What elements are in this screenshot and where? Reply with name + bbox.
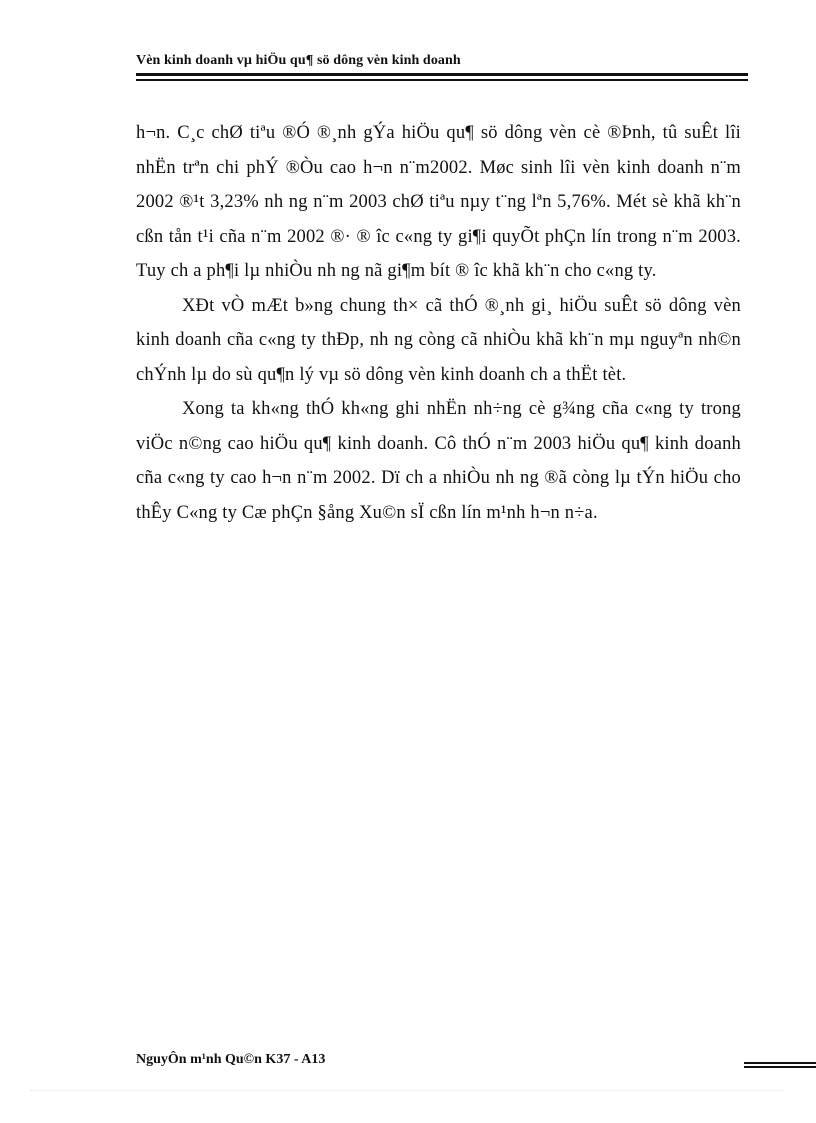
header-rule-thick — [136, 73, 748, 76]
running-header-title: Vèn kinh doanh vµ hiÖu qu¶ sö dông vèn kinh doanh — [136, 53, 461, 68]
paragraph-3: Xong ta kh«ng thÓ kh«ng ghi nhËn nh÷ng cè g¾ng cña c«ng ty trong viÖc n©ng cao hiÖu qu¶ kinh doanh. Cô thÓ n¨m 2003 hiÖu qu¶ kinh doanh cña c«ng ty cao h¬n n¨m 2002. Dï ch a nhiÒu nh ng ®ã còng lµ tÝn hiÖu cho thÊy C«ng ty Cæ phÇn §ång Xu©n sÏ cßn lín m¹nh h¬n n÷a. — [136, 399, 741, 523]
paragraph-1: h¬n. C¸c chØ tiªu ®Ó ®¸nh gÝa hiÖu qu¶ sö dông vèn cè ®Þnh, tû suÊt lîi nhËn trªn chi phÝ ®Òu cao h¬n n¨m2002. Møc sinh lîi vèn kinh doanh n¨m 2002 ®¹t 3,23% nh ng n¨m 2003 chØ tiªu nµy t¨ng lªn 5,76%. Mét sè khã kh¨n cßn tån t¹i cña n¨m 2002 ®· ® îc c«ng ty gi¶i quyÕt phÇn lín trong n¨m 2003. Tuy ch a ph¶i lµ nhiÒu nh ng nã gi¶m bít ® îc khã kh¨n cho c«ng ty. — [136, 123, 741, 281]
page-header — [136, 52, 748, 81]
body-text — [136, 116, 741, 530]
header-rule-thin — [136, 79, 748, 81]
header-double-rule — [136, 73, 748, 81]
page-edge-line — [30, 1090, 786, 1091]
footer-rule-top — [744, 1062, 816, 1064]
footer-double-rule — [744, 1062, 816, 1070]
footer-rule-bottom — [744, 1066, 816, 1068]
footer-author: NguyÔn m¹nh Qu©n K37 - A13 — [136, 1052, 326, 1067]
paragraph-2: XÐt vÒ mÆt b»ng chung th× cã thÓ ®¸nh gi¸ hiÖu suÊt sö dông vèn kinh doanh cña c«ng ty thÐp, nh ng còng cã nhiÒu khã kh¨n mµ nguyªn nh©n chÝnh lµ do sù qu¶n lý vµ sö dông vèn kinh doanh ch a thËt tèt. — [136, 295, 741, 385]
